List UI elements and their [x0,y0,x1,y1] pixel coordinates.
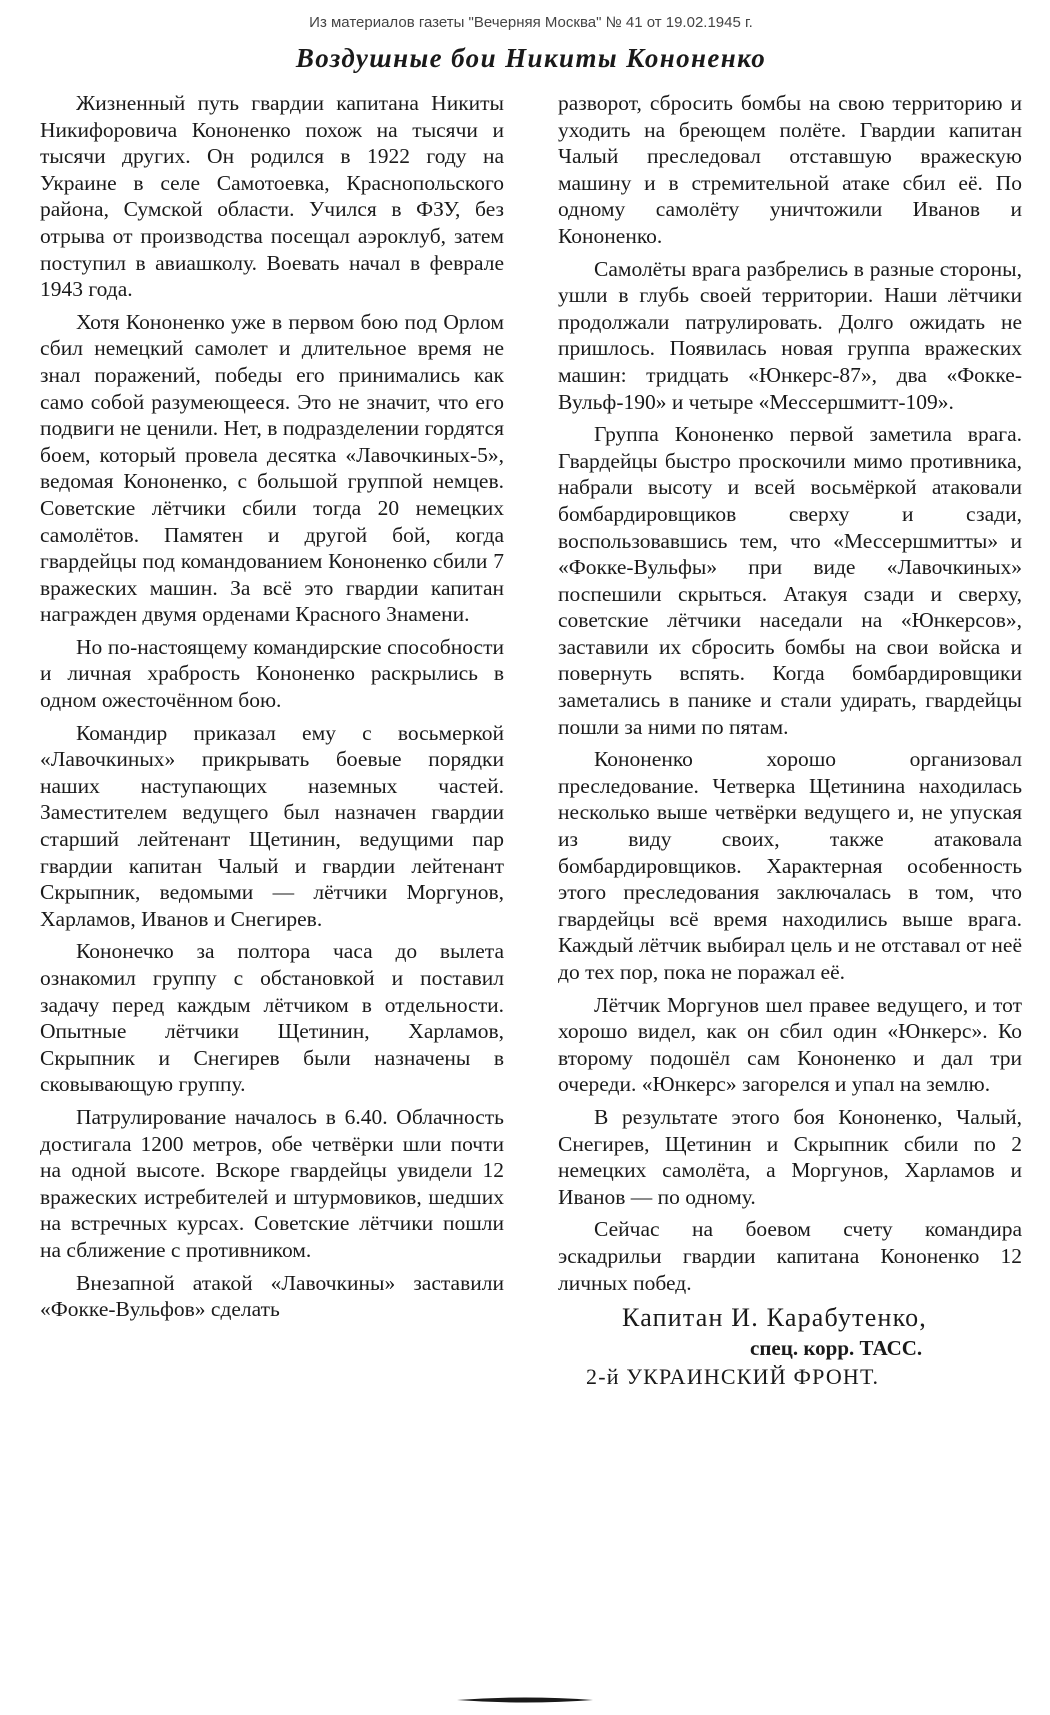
paragraph: Группа Кононенко первой заметила врага. Гвардейцы быстро проскочили мимо противника, набрали высоту и всей восьмёркой атаковали бомбардировщиков сверху и сзади, воспользовавшись тем, что «Мессершмитты» и «Фокке-Вульфы» при виде «Лавочкиных» поспешили скрыться. Атакуя сзади и сверху, советские лётчики наседали на «Юнкерсов», заставили их сбросить бомбы на свои войска и повернуть вспять. Когда бомбардировщики заметались в панике и стали удирать, гвардейцы пошли за ними по пятам. [558,422,1022,739]
author-role: спец. корр. ТАСС. [750,1336,923,1361]
decorative-divider [0,1694,1050,1706]
paragraph: Кононенко хорошо организовал преследование. Четверка Щетинина находилась несколько выше четвёрки ведущего и, не упуская из виду своих, также атаковала бомбардировщиков. Характерная особенность этого преследования заключалась в том, что гвардейцы всё время находились выше врага. Каждый лётчик выбирал цель и не отставал от неё до тех пор, пока не поражал её. [558,747,1022,984]
right-column [558,90,1022,1392]
paragraph: Внезапной атакой «Лавочкины» заставили «Фокке-Вульфов» сделать [40,1270,504,1322]
paragraph: Жизненный путь гвардии капитана Никиты Никифоровича Кононенко похож на тысячи и тысячи других. Он родился в 1922 году на Украине в селе Самотоевка, Краснопольского района, Сумской области. Учился в ФЗУ, без отрыва от производства посещал аэроклуб, затем поступил в авиашколу. Воевать начал в феврале 1943 года. [40,91,504,302]
author-front: 2-й УКРАИНСКИЙ ФРОНТ. [586,1364,880,1390]
article-body [40,90,1022,1392]
paragraph: Хотя Кононенко уже в первом бою под Орлом сбил немецкий самолет и длительное время не знал поражений, победы его принимались как само собой разумеющееся. Это не значит, что его подвиги не ценили. Нет, в подразделении гордятся боем, который провела десятка «Лавочкиных-5», ведомая Кононенко, с большой группой немцев. Советские лётчики сбили тогда 20 немецких самолётов. Памятен и другой бой, когда гвардейцы под командованием Кононенко сбили 7 вражеских машин. За всё это гвардии капитан награжден двумя орденами Красного Знамени. [40,309,504,627]
author-name: Капитан И. Карабутенко, [622,1303,927,1333]
paragraph: Сейчас на боевом счету командира эскадрильи гвардии капитана Кононенко 12 личных побед. [558,1217,1022,1295]
paragraph: Патрулирование началось в 6.40. Облачность достигала 1200 метров, обе четвёрки шли почти на одной высоте. Вскоре гвардейцы увидели 12 вражеских истребителей и штурмовиков, шедших на встречных курсах. Советские лётчики пошли на сближение с противником. [40,1104,504,1262]
article-title: Воздушные бои Никиты Кононенко [295,43,767,73]
paragraph: разворот, сбросить бомбы на свою территорию и уходить на бреющем полёте. Гвардии капитан Чалый преследовал отставшую вражескую машину и в стремительной атаке сбил её. По одному самолёту уничтожили Иванов и Кононенко. [558,91,1022,248]
paragraph: Лётчик Моргунов шел правее ведущего, и тот хорошо видел, как он сбил один «Юнкерс». Ко второму подошёл сам Кононенко и дал три очереди. «Юнкерс» загорелся и упал на землю. [558,992,1022,1097]
paragraph: Кононечко за полтора часа до вылета ознакомил группу с обстановкой и поставил задачу перед каждым лётчиком в отдельности. Опытные лётчики Щетинин, Харламов, Скрыпник и Снегирев были назначены в сковывающую группу. [40,939,504,1097]
author-signature [558,1302,1022,1392]
left-column [40,90,504,1392]
source-caption: Из материалов газеты "Вечерняя Москва" № 41 от 19.02.1945 г. [309,14,753,31]
paragraph: Командир приказал ему с восьмеркой «Лавочкиных» прикрывать боевые порядки наших наступающих наземных частей. Заместителем ведущего был назначен гвардии старший лейтенант Щетинин, ведущими пар гвардии капитан Чалый и гвардии лейтенант Скрыпник, ведомыми — лётчики Моргунов, Харламов, Иванов и Снегирев. [40,720,504,931]
divider-ornament-icon [455,1694,595,1706]
paragraph: Но по-настоящему командирские способности и личная храбрость Кононенко раскрылись в одном ожесточённом бою. [40,634,504,713]
paragraph: В результате этого боя Кононенко, Чалый, Снегирев, Щетинин и Скрыпник сбили по 2 немецких самолёта, а Моргунов, Харламов и Иванов — по одному. [558,1104,1022,1209]
paragraph: Самолёты врага разбрелись в разные стороны, ушли в глубь своей территории. Наши лётчики продолжали патрулировать. Долго ожидать не пришлось. Появилась новая группа вражеских машин: тридцать «Юнкерс-87», два «Фокке-Вульф-190» и четыре «Мессершмитт-109». [558,256,1022,414]
